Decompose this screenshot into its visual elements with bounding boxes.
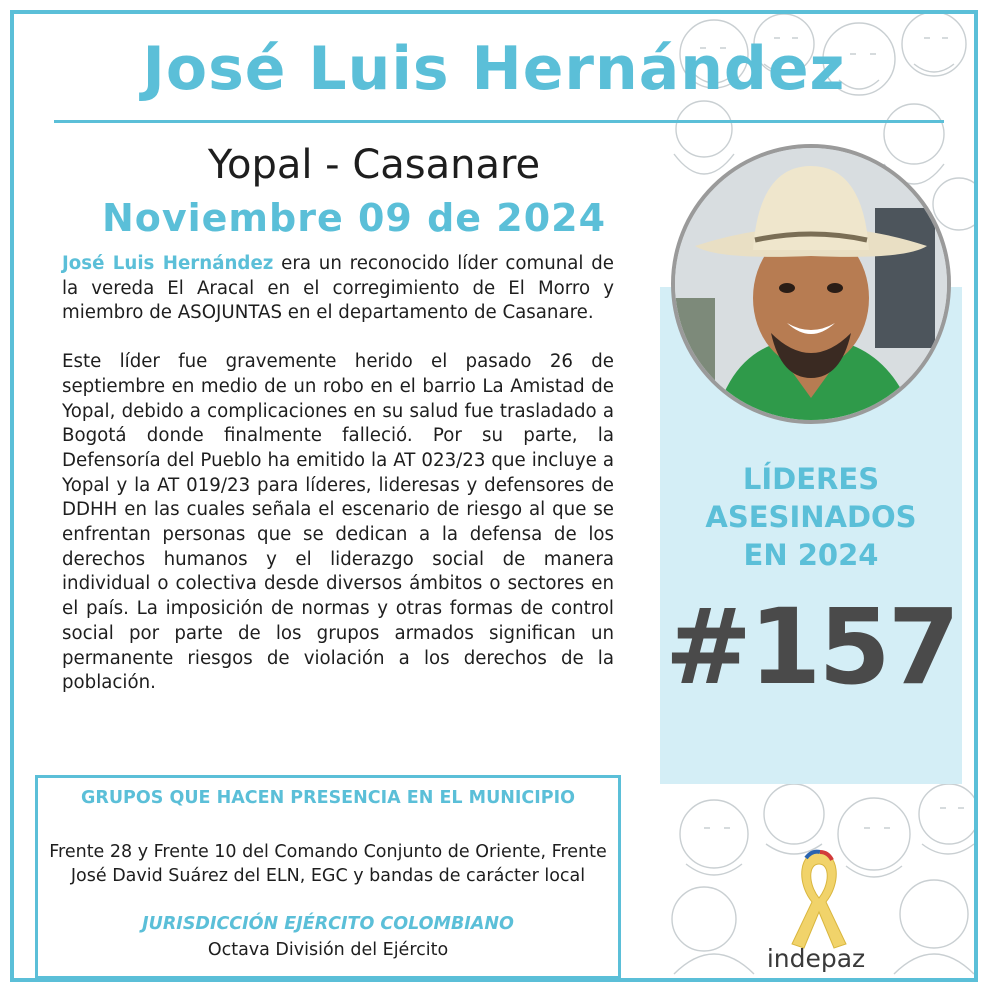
bio-paragraph-2: Este líder fue gravemente herido el pasado 26 de septiembre en medio de un robo en el barrio La Amistad de Yopal, debido a complicaciones en su salud fue trasladado a Bogotá donde finalmente falleció. Por su parte, la Defensoría del Pueblo ha emitido la AT 023/23 que incluye a Yopal y la AT 019/23 para líderes, lideresas y defensores de DDHH en las cuales señala el escenario de riesgo al que se enfrentan personas que se dedican a la defensa de los derechos humanos y el liderazgo social de manera individual o colectiva desde diversos ámbitos o sectores en el país. La imposición de normas y otras formas de control social por parte de los grupos armados significan un permanente riesgos de violación a los derechos de la población. <box>62 351 614 694</box>
portrait-photo <box>671 144 951 424</box>
jurisdiction-text: Octava División del Ejército <box>207 940 449 960</box>
location: Yopal - Casanare <box>207 142 541 188</box>
bio-paragraph-1 <box>62 252 614 326</box>
bio-name-highlight: José Luis Hernández <box>62 253 274 274</box>
groups-box <box>35 775 621 979</box>
date: Noviembre 09 de 2024 <box>101 196 607 240</box>
biography <box>62 252 614 696</box>
leaders-line-2: ASESINADOS <box>705 500 917 534</box>
leaders-line-1: LÍDERES <box>742 462 880 496</box>
awareness-ribbon-icon <box>784 844 854 954</box>
bio-paragraph-1-text: era un reconocido líder comunal de la vereda El Aracal en el corregimiento de El Morro y miembro de ASOJUNTAS en el departamento de Casanare. <box>62 253 614 324</box>
groups-title: GRUPOS QUE HACEN PRESENCIA EN EL MUNICIPIO <box>81 788 575 808</box>
indepaz-logo: indepaz <box>766 944 866 973</box>
leaders-heading <box>660 460 962 574</box>
page-title: José Luis Hernández <box>142 34 846 104</box>
leaders-line-3: EN 2024 <box>743 538 879 572</box>
jurisdiction-title: JURISDICCIÓN EJÉRCITO COLOMBIANO <box>142 914 514 934</box>
groups-text: Frente 28 y Frente 10 del Comando Conjunto de Oriente, Frente José David Suárez del ELN, EGC y bandas de carácter local <box>49 842 607 886</box>
memorial-card <box>10 10 978 982</box>
title-divider <box>54 120 944 123</box>
victim-count: #157 <box>664 586 958 708</box>
